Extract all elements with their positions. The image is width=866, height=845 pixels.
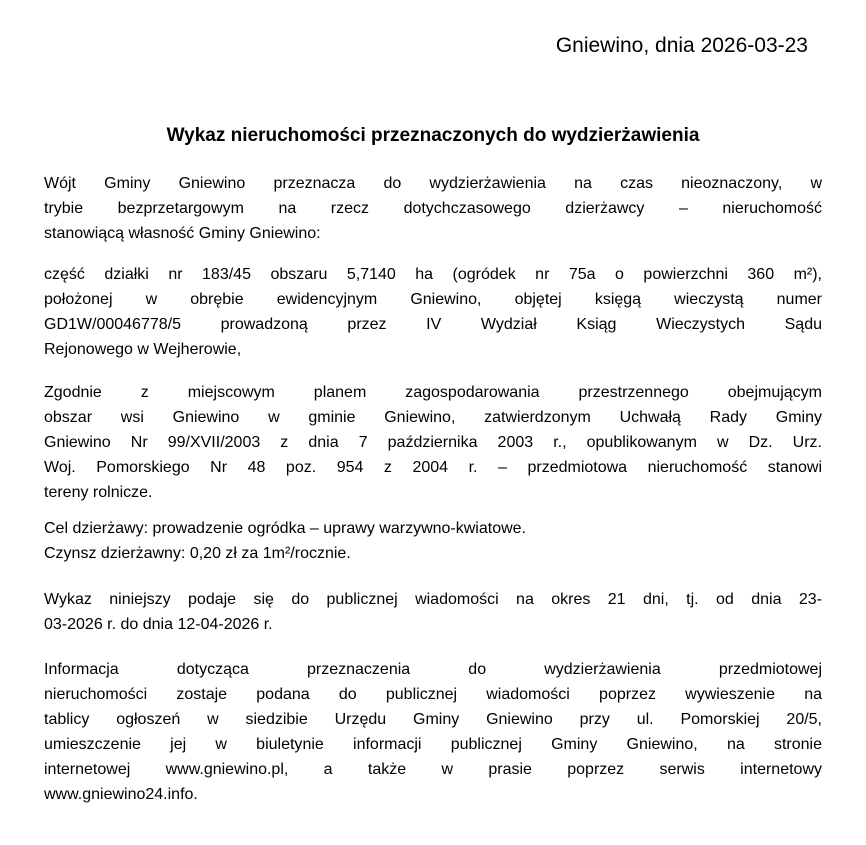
paragraph-lease-terms: [44, 516, 822, 566]
text-line: www.gniewino24.info.: [44, 786, 198, 803]
text-line: GD1W/00046778/5 prowadzoną przez IV Wydział Ksiąg Wieczystych Sądu: [44, 316, 822, 333]
text-line: obszar wsi Gniewino w gminie Gniewino, zatwierdzonym Uchwałą Rady Gminy: [44, 409, 822, 426]
paragraph-property-description: [44, 262, 822, 362]
text-line: trybie bezprzetargowym na rzecz dotychczasowego dzierżawcy – nieruchomość: [44, 200, 822, 217]
text-line: Wójt Gminy Gniewino przeznacza do wydzierżawienia na czas nieoznaczony, w: [44, 175, 822, 192]
text-line: Zgodnie z miejscowym planem zagospodarowania przestrzennego obejmującym: [44, 384, 822, 401]
text-line: Gniewino Nr 99/XVII/2003 z dnia 7 października 2003 r., opublikowanym w Dz. Urz.: [44, 434, 822, 451]
text-line: Woj. Pomorskiego Nr 48 poz. 954 z 2004 r. – przedmiotowa nieruchomość stanowi: [44, 459, 822, 476]
text-line: Informacja dotycząca przeznaczenia do wydzierżawienia przedmiotowej: [44, 661, 822, 678]
text-line: Cel dzierżawy: prowadzenie ogródka – uprawy warzywno-kwiatowe.: [44, 520, 526, 537]
text-line: położonej w obrębie ewidencyjnym Gniewino, objętej księgą wieczystą numer: [44, 291, 822, 308]
text-line: tablicy ogłoszeń w siedzibie Urzędu Gminy Gniewino przy ul. Pomorskiej 20/5,: [44, 711, 822, 728]
document-title: Wykaz nieruchomości przeznaczonych do wydzierżawienia: [166, 125, 700, 146]
text-line: Czynsz dzierżawny: 0,20 zł za 1m²/rocznie.: [44, 545, 351, 562]
text-line: umieszczenie jej w biuletynie informacji publicznej Gminy Gniewino, na stronie: [44, 736, 822, 753]
text-line: nieruchomości zostaje podana do publicznej wiadomości poprzez wywieszenie na: [44, 686, 822, 703]
text-line: tereny rolnicze.: [44, 484, 153, 501]
text-line: część działki nr 183/45 obszaru 5,7140 ha (ogródek nr 75a o powierzchni 360 m²),: [44, 266, 822, 283]
paragraph-publication-info: [44, 657, 822, 807]
paragraph-zoning-plan: [44, 380, 822, 505]
text-line: 03-2026 r. do dnia 12-04-2026 r.: [44, 616, 273, 633]
document-content: [0, 33, 866, 807]
date-line: Gniewino, dnia 2026-03-23: [555, 34, 808, 57]
paragraph-publication-period: [44, 587, 822, 637]
text-line: Rejonowego w Wejherowie,: [44, 341, 242, 358]
text-line: Wykaz niniejszy podaje się do publicznej wiadomości na okres 21 dni, tj. od dnia 23-: [44, 591, 822, 608]
text-line: internetowej www.gniewino.pl, a także w prasie poprzez serwis internetowy: [44, 761, 822, 778]
text-line: stanowiącą własność Gminy Gniewino:: [44, 225, 321, 242]
paragraph-intro: [44, 171, 822, 246]
